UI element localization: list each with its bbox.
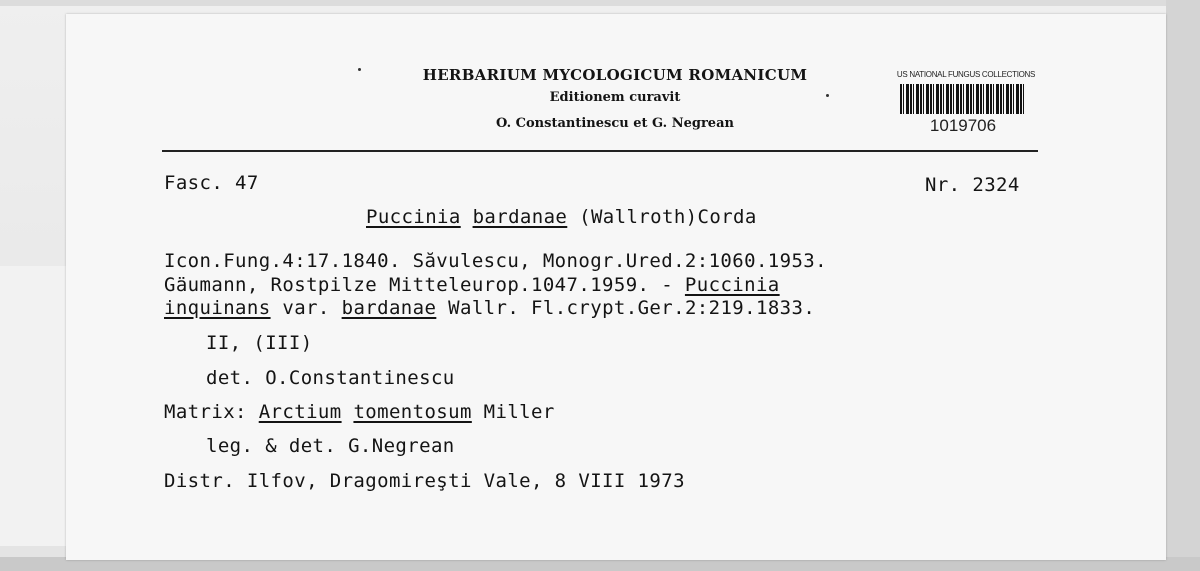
collector: leg. & det. G.Negrean (206, 435, 455, 457)
reference-line-1: Icon.Fung.4:17.1840. Săvulescu, Monogr.Ured.2:1060.1953. (164, 250, 827, 272)
synonym-genus: Puccinia (684, 274, 780, 296)
reference-text: Wallr. Fl.crypt.Ger.2:219.1833. (436, 297, 816, 319)
exsiccata-number: Nr. 2324 (925, 174, 1020, 196)
fascicle-number: Fasc. 47 (164, 172, 259, 194)
reference-line-2 (164, 274, 780, 296)
sheet-right-edge (1166, 0, 1200, 571)
species-name (366, 206, 757, 228)
herbarium-subtitle: Editionem curavit (549, 90, 681, 105)
variety-name: bardanae (341, 297, 437, 319)
reference-text: var. (270, 297, 342, 319)
host-species: tomentosum (353, 401, 472, 423)
host-author: Miller (471, 401, 555, 423)
herbarium-editors: O. Constantinescu et G. Negrean (496, 116, 734, 131)
spore-stages: II, (III) (206, 332, 313, 354)
barcode-number: 1019706 (929, 116, 997, 135)
herbarium-title: HERBARIUM MYCOLOGICUM ROMANICUM (422, 66, 808, 84)
determiner: det. O.Constantinescu (206, 367, 455, 389)
barcode-label (892, 70, 1038, 138)
sheet-top-edge (0, 0, 1200, 6)
synonym-epithet: inquinans (164, 297, 271, 319)
host-genus: Arctium (258, 401, 342, 423)
species-author: (Wallroth)Corda (579, 206, 757, 228)
header-divider (162, 150, 1038, 152)
speck-mark (358, 68, 361, 71)
matrix-host (164, 401, 555, 423)
species-epithet: bardanae (472, 206, 568, 228)
barcode-icon (900, 84, 1026, 114)
reference-text: Gäumann, Rostpilze Mitteleurop.1047.1959. - (164, 274, 685, 296)
label-fold (0, 266, 66, 546)
barcode-collection-name: US NATIONAL FUNGUS COLLECTIONS (896, 70, 1036, 79)
speck-mark (826, 94, 829, 97)
matrix-label: Matrix: (164, 401, 259, 423)
locality: Distr. Ilfov, Dragomireşti Vale, 8 VIII 1973 (164, 470, 685, 492)
species-genus: Puccinia (366, 206, 461, 228)
reference-line-3 (164, 297, 815, 319)
